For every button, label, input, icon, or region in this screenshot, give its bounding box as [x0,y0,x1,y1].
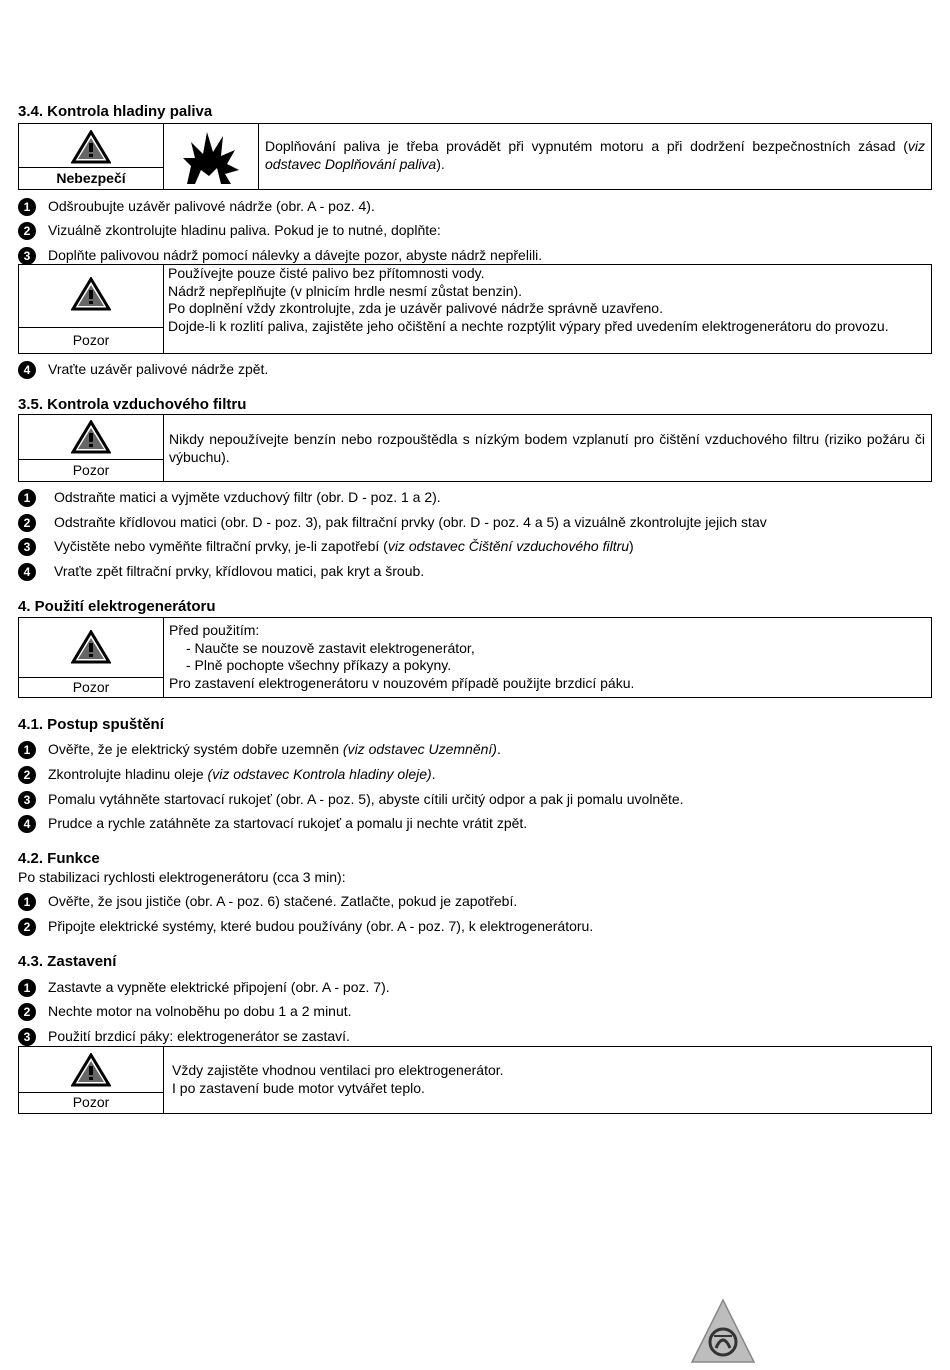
list-item [18,916,593,936]
list-item [18,196,375,216]
caution-line: Dojde-li k rozlití paliva, zajistěte jeho očištění a nechte rozptýlit výpary před uvedením elektrogenerátoru do provozu. [168,317,889,334]
caution-line: Nádrž nepřeplňujte (v plnicím hrdle nesmí zůstat benzin). [168,282,523,299]
section-heading-3-5: 3.5. Kontrola vzduchového filtru [18,396,247,413]
step-text: Nechte motor na volnoběhu po dobu 1 a 2 minut. [48,1003,352,1019]
caution-label: Pozor [19,459,163,481]
step-number-icon: 3 [18,1028,36,1046]
explosion-icon [164,124,259,189]
caution-text [169,622,925,692]
step-text: Odstraňte křídlovou matici (obr. D - poz. 3), pak filtrační prvky (obr. D - poz. 4 a 5) a vizuálně zkontrolujte jejich stav [54,514,767,530]
step-end: . [431,766,436,782]
step-text: Použití brzdicí páky: elektrogenerátor se zastaví. [48,1028,350,1044]
caution-line: - Naučte se nouzově zastavit elektrogenerátor, [186,639,475,656]
step-text: Vyčistěte nebo vyměňte filtrační prvky, je-li zapotřebí ( [54,538,388,554]
step-number-icon: 3 [18,791,36,809]
list-item [18,487,441,507]
caution-line: Používejte pouze čisté palivo bez přítomnosti vody. [168,265,485,281]
section-heading-4-2: 4.2. Funkce [18,850,100,867]
list-item [18,977,390,997]
step-number-icon: 1 [18,198,36,216]
step-number-icon: 1 [18,893,36,911]
danger-text-main: Doplňování paliva je třeba provádět při vypnutém motoru a při dodržení bezpečnostních zásad ( [265,138,908,154]
step-number-icon: 2 [18,766,36,784]
step-number-icon: 1 [18,741,36,759]
list-item [18,739,501,759]
step-ref: (viz odstavec Uzemnění) [342,741,497,757]
caution-icon-cell [19,618,164,697]
caution-text [168,265,925,335]
warning-triangle-icon [19,630,163,667]
step-text: Připojte elektrické systémy, které budou používány (obr. A - poz. 7), k elektrogenerátoru. [48,918,594,934]
step-text: Vizuálně zkontrolujte hladinu paliva. Pokud je to nutné, doplňte: [48,222,441,238]
section-heading-4-1: 4.1. Postup spuštění [18,716,164,733]
step-text: Vraťte zpět filtrační prvky, křídlovou matici, pak kryt a šroub. [54,563,425,579]
step-number-icon: 4 [18,563,36,581]
list-item [18,813,527,833]
list-item [18,536,634,556]
step-text: Zastavte a vypněte elektrické připojení (obr. A - poz. 7). [48,979,390,995]
list-item [18,1001,352,1021]
step-ref: viz odstavec Čištění vzduchového filtru [387,538,630,554]
list-item [18,561,424,581]
warning-triangle-icon [19,1053,163,1090]
step-number-icon: 2 [18,918,36,936]
section-heading-4-3: 4.3. Zastavení [18,953,117,970]
caution-box [18,414,932,482]
warning-triangle-icon [19,277,163,314]
caution-box [18,1046,932,1114]
list-item [18,1026,350,1046]
caution-label: Pozor [19,327,163,353]
danger-box [18,123,932,190]
caution-label: Pozor [19,677,163,697]
danger-text [265,138,925,173]
caution-text [172,1062,925,1097]
list-item [18,245,542,265]
step-text: Prudce a rychle zatáhněte za startovací rukojeť a pomalu ji nechte vrátit zpět. [48,815,528,831]
caution-line: I po zastavení bude motor vytvářet teplo. [172,1079,425,1096]
caution-icon-cell [19,265,164,353]
list-item [18,359,268,379]
step-number-icon: 1 [18,489,36,507]
step-text: Odstraňte matici a vyjměte vzduchový filtr (obr. D - poz. 1 a 2). [54,489,441,505]
step-number-icon: 1 [18,979,36,997]
step-number-icon: 2 [18,514,36,532]
list-item [18,764,436,784]
step-number-icon: 2 [18,1003,36,1021]
list-item [18,220,441,240]
step-number-icon: 2 [18,222,36,240]
intro-text: Po stabilizaci rychlosti elektrogenerátoru (cca 3 min): [18,869,346,885]
step-number-icon: 3 [18,247,36,265]
step-text: Ověřte, že jsou jističe (obr. A - poz. 6) stačené. Zatlačte, pokud je zapotřebí. [48,893,518,909]
step-number-icon: 4 [18,815,36,833]
step-end: . [496,741,501,757]
step-number-icon: 3 [18,538,36,556]
caution-line: Vždy zajistěte vhodnou ventilaci pro elektrogenerátor. [172,1062,504,1078]
warning-triangle-icon [19,420,163,457]
caution-box [18,617,932,698]
step-text: Zkontrolujte hladinu oleje [48,766,208,782]
warning-triangle-icon [19,130,163,167]
caution-icon-cell [19,415,164,481]
brand-logo-icon [690,1298,756,1364]
step-text: Pomalu vytáhněte startovací rukojeť (obr. A - poz. 5), abyste cítili určitý odpor a pak ji pomalu uvolněte. [48,791,684,807]
list-item [18,789,684,809]
step-number-icon: 4 [18,361,36,379]
caution-text: Nikdy nepoužívejte benzín nebo rozpouštědla s nízkým bodem vzplanutí pro čištění vzduchového filtru (riziko požáru či výbuchu). [169,431,925,465]
caution-box [18,264,932,354]
caution-line: - Plně pochopte všechny příkazy a pokyny. [186,657,452,673]
caution-label: Pozor [19,1092,163,1113]
step-text: Doplňte palivovou nádrž pomocí nálevky a dávejte pozor, abyste nádrž nepřelili. [48,247,543,263]
caution-line: Před použitím: [169,622,260,638]
step-ref: (viz odstavec Kontrola hladiny oleje) [207,766,432,782]
step-end: ) [629,538,634,554]
danger-label: Nebezpečí [19,167,163,189]
step-text: Vraťte uzávěr palivové nádrže zpět. [48,361,269,377]
caution-line: Pro zastavení elektrogenerátoru v nouzovém případě použijte brzdicí páku. [169,674,635,691]
caution-line: Po doplnění vždy zkontrolujte, zda je uzávěr palivové nádrže správně uzavřeno. [168,300,663,316]
section-heading-4: 4. Použití elektrogenerátoru [18,598,216,615]
caution-icon-cell [19,1047,164,1113]
danger-text-ref: viz odstavec Doplňování paliva [265,138,925,172]
list-item [18,512,767,532]
section-heading-3-4: 3.4. Kontrola hladiny paliva [18,103,213,120]
step-text: Odšroubujte uzávěr palivové nádrže (obr. A - poz. 4). [48,198,375,214]
list-item [18,891,517,911]
danger-icon-cell [19,124,164,189]
danger-text-end: ). [436,155,445,172]
step-text: Ověřte, že je elektrický systém dobře uzemněn [48,741,343,757]
